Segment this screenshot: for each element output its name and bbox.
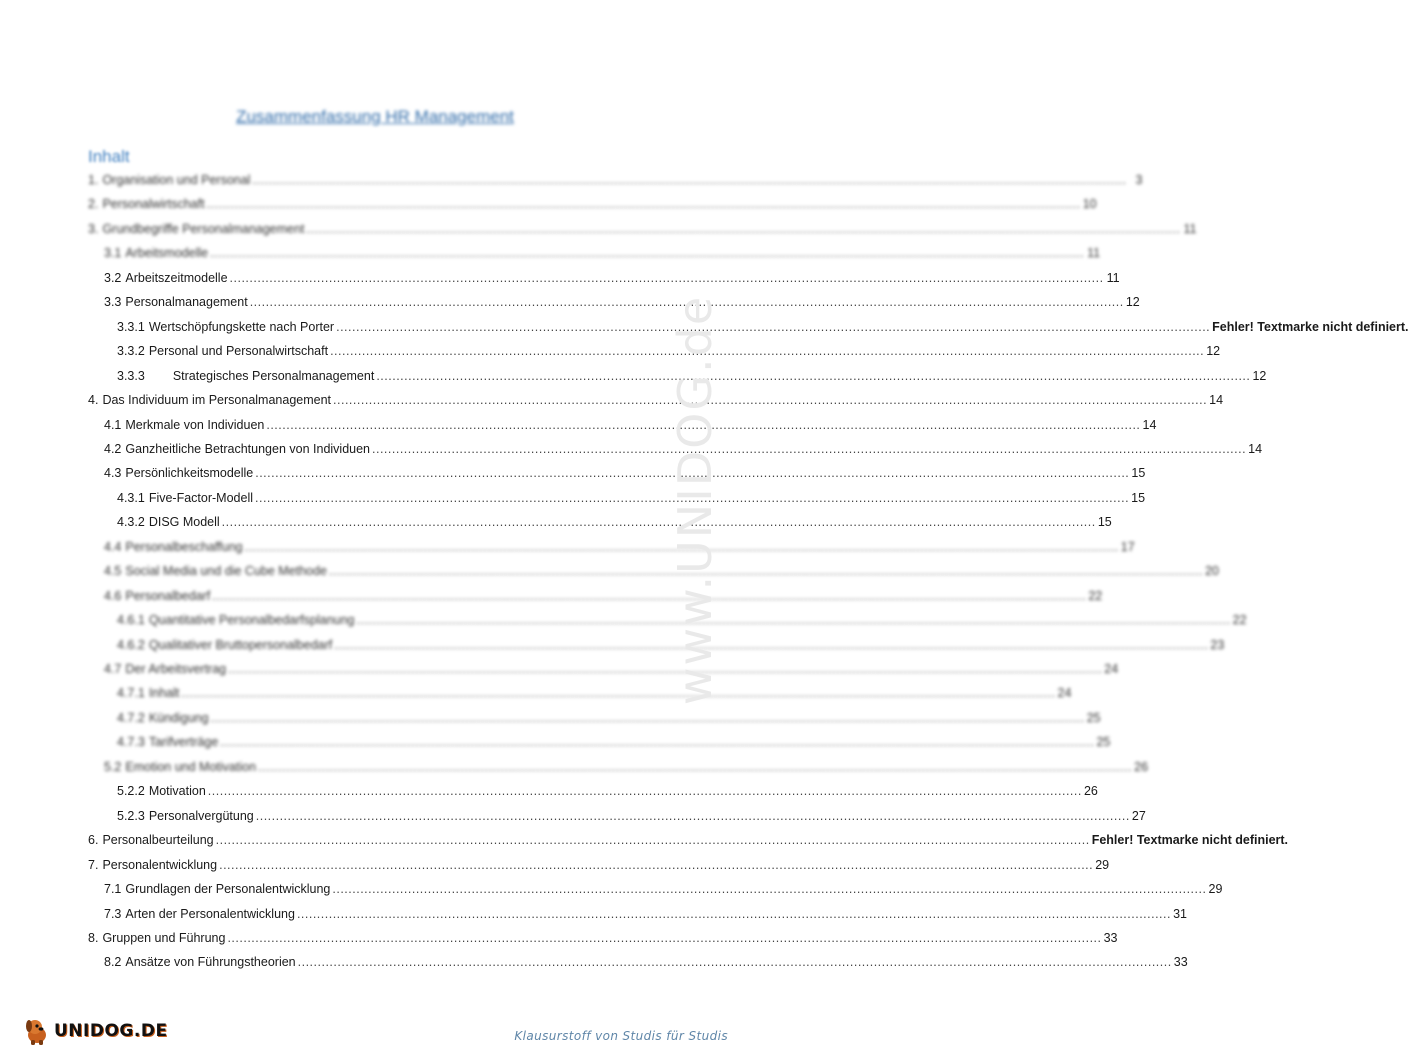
toc-entry[interactable]: [104, 243, 1101, 263]
toc-dot-leader: ............................................................................................................................................................................................................................: [219, 858, 1094, 872]
toc-page-number: 23: [1210, 638, 1225, 652]
toc-entry-label: Personalbeschaffung: [125, 540, 243, 554]
toc-dot-leader: ............................................................................................................................................................................................................................: [306, 222, 1181, 236]
toc-entry[interactable]: [117, 488, 1146, 508]
toc-entry-number: 3.2: [104, 271, 122, 285]
toc-page-number: 33: [1103, 931, 1118, 945]
toc-entry-number: 3.3.3: [117, 369, 145, 383]
toc-page-number: 25: [1096, 735, 1111, 749]
toc-entry[interactable]: [104, 292, 1140, 312]
toc-entry[interactable]: [88, 855, 1110, 875]
toc-entry-label: Motivation: [148, 784, 206, 798]
toc-entry-label: Strategisches Personalmanagement: [172, 369, 375, 383]
toc-dot-leader: ............................................................................................................................................................................................................................: [372, 442, 1247, 456]
toc-dot-leader: ............................................................................................................................................................................................................................: [210, 246, 1085, 260]
toc-page-number: 12: [1125, 295, 1140, 309]
toc-entry-number: 4.7.3: [117, 735, 145, 749]
toc-entry-number: 1.: [88, 173, 99, 187]
toc-dot-leader: ............................................................................................................................................................................................................................: [221, 515, 1096, 529]
toc-page-number: 15: [1097, 515, 1112, 529]
toc-page-number: 24: [1104, 662, 1119, 676]
logo-text: UNIDOG.DE: [54, 1021, 168, 1041]
toc-page-number: 22: [1232, 613, 1247, 627]
toc-dot-leader: ............................................................................................................................................................................................................................: [220, 735, 1095, 749]
toc-entry-number: 5.2.3: [117, 809, 145, 823]
toc-dot-leader: ............................................................................................................................................................................................................................: [258, 760, 1133, 774]
watermark: [670, 270, 720, 730]
toc-page-number: 29: [1208, 882, 1223, 896]
toc-entry[interactable]: [117, 708, 1101, 728]
toc-entry[interactable]: [104, 415, 1157, 435]
toc-entry-number: 6.: [88, 833, 99, 847]
toc-page-number: 26: [1083, 784, 1098, 798]
toc-dot-leader: ............................................................................................................................................................................................................................: [210, 711, 1085, 725]
toc-entry[interactable]: [117, 341, 1221, 361]
toc-entry-label: Grundbegriffe Personalmanagement: [102, 222, 305, 236]
toc-entry-label: Arten der Personalentwicklung: [125, 907, 295, 921]
toc-entry-label: Merkmale von Individuen: [125, 418, 265, 432]
toc-entry[interactable]: [117, 806, 1146, 826]
toc-entry-number: 2.: [88, 197, 99, 211]
toc-dot-leader: ............................................................................................................................................................................................................................: [328, 564, 1203, 578]
toc-entry-label: Personalvergütung: [148, 809, 254, 823]
toc-entry-label: Der Arbeitsvertrag: [125, 662, 227, 676]
toc-entry[interactable]: [104, 439, 1263, 459]
toc-entry-number: 4.6: [104, 589, 122, 603]
toc-dot-leader: ............................................................................................................................................................................................................................: [228, 662, 1103, 676]
toc-page-number: 15: [1131, 466, 1146, 480]
toc-entry[interactable]: [104, 879, 1223, 899]
toc-page-number: Fehler! Textmarke nicht definiert.: [1091, 833, 1289, 847]
toc-entry[interactable]: [104, 561, 1219, 581]
toc-heading: Inhalt: [88, 147, 130, 166]
toc-entry-label: Personalbeurteilung: [102, 833, 214, 847]
toc-page-number: 29: [1095, 858, 1110, 872]
toc-dot-leader: ............................................................................................................................................................................................................................: [336, 320, 1211, 334]
toc-entry[interactable]: [104, 952, 1188, 972]
toc-page-number: Fehler! Textmarke nicht definiert.: [1212, 320, 1409, 334]
toc-entry-label: Das Individuum im Personalmanagement: [102, 393, 332, 407]
toc-entry-number: 3.3: [104, 295, 122, 309]
toc-entry[interactable]: [117, 317, 1409, 337]
toc-entry-label: Personalbedarf: [125, 589, 211, 603]
toc-dot-leader: ............................................................................................................................................................................................................................: [330, 344, 1205, 358]
toc-dot-leader: ............................................................................................................................................................................................................................: [252, 173, 1127, 187]
toc-dot-leader: ............................................................................................................................................................................................................................: [255, 466, 1130, 480]
toc-entry-number: 4.1: [104, 418, 122, 432]
toc-entry[interactable]: [88, 928, 1118, 948]
toc-dot-leader: ............................................................................................................................................................................................................................: [244, 540, 1119, 554]
toc-entry-label: Personalentwicklung: [102, 858, 218, 872]
toc-entry[interactable]: [104, 537, 1135, 557]
toc-entry-label: Gruppen und Führung: [102, 931, 226, 945]
toc-page-number: 26: [1134, 760, 1149, 774]
toc-entry-number: 7.1: [104, 882, 122, 896]
toc-entry-label: Qualitativer Bruttopersonalbedarf: [148, 638, 333, 652]
toc-entry-number: 4.2: [104, 442, 122, 456]
toc-entry-label: Personalmanagement: [125, 295, 248, 309]
toc-entry-label: Ganzheitliche Betrachtungen von Individuen: [125, 442, 371, 456]
toc-entry-label: Five-Factor-Modell: [148, 491, 253, 505]
dog-mascot-icon: [22, 1016, 52, 1046]
toc-entry[interactable]: [88, 194, 1097, 214]
toc-page-number: 17: [1120, 540, 1135, 554]
toc-entry-number: 4.4: [104, 540, 122, 554]
toc-entry[interactable]: [117, 683, 1072, 703]
toc-page-number: 24: [1057, 686, 1072, 700]
toc-dot-leader: ............................................................................................................................................................................................................................: [215, 833, 1090, 847]
toc-entry[interactable]: [88, 170, 1143, 190]
toc-entry-label: Persönlichkeitsmodelle: [125, 466, 254, 480]
toc-dot-leader: ............................................................................................................................................................................................................................: [332, 882, 1207, 896]
toc-page-number: 12: [1206, 344, 1221, 358]
toc-dot-leader: ............................................................................................................................................................................................................................: [333, 393, 1208, 407]
toc-entry-number: 5.2.2: [117, 784, 145, 798]
toc-entry[interactable]: [88, 830, 1289, 850]
toc-entry-number: 4.7: [104, 662, 122, 676]
toc-entry[interactable]: [88, 219, 1197, 239]
toc-entry-label: Grundlagen der Personalentwicklung: [125, 882, 331, 896]
toc-dot-leader: ............................................................................................................................................................................................................................: [255, 809, 1130, 823]
toc-entry-number: 4.7.2: [117, 711, 145, 725]
unidog-logo: [22, 1013, 168, 1049]
toc-entry-label: Personalwirtschaft: [102, 197, 205, 211]
toc-dot-leader: ............................................................................................................................................................................................................................: [296, 907, 1171, 921]
footer-slogan: Klausurstoff von Studis für Studis: [514, 1029, 728, 1043]
toc-page-number: 11: [1087, 246, 1101, 260]
toc-dot-leader: ............................................................................................................................................................................................................................: [356, 613, 1231, 627]
toc-entry-label: Wertschöpfungskette nach Porter: [148, 320, 335, 334]
toc-entry-number: 4.3.1: [117, 491, 145, 505]
toc-entry-number: 4.5: [104, 564, 122, 578]
toc-dot-leader: ............................................................................................................................................................................................................................: [227, 931, 1102, 945]
toc-entry[interactable]: [117, 635, 1225, 655]
toc-page-number: 10: [1082, 197, 1097, 211]
toc-entry[interactable]: [117, 610, 1247, 630]
toc-entry-label: Arbeitszeitmodelle: [125, 271, 228, 285]
toc-entry-label: Arbeitsmodelle: [125, 246, 209, 260]
toc-entry-number: 4.3: [104, 466, 122, 480]
toc-entry[interactable]: [117, 366, 1267, 386]
toc-entry[interactable]: [104, 586, 1103, 606]
toc-entry-label: Organisation und Personal: [102, 173, 251, 187]
toc-entry-label: Inhalt: [148, 686, 180, 700]
document-title: Zusammenfassung HR Management: [236, 107, 514, 126]
toc-entry-number: 4.3.2: [117, 515, 145, 529]
toc-entry-number: 8.: [88, 931, 99, 945]
toc-dot-leader: ............................................................................................................................................................................................................................: [266, 418, 1141, 432]
toc-entry[interactable]: [117, 512, 1112, 532]
toc-entry[interactable]: [117, 781, 1098, 801]
toc-dot-leader: ............................................................................................................................................................................................................................: [297, 955, 1172, 969]
toc-dot-leader: ............................................................................................................................................................................................................................: [255, 491, 1130, 505]
toc-entry-number: 8.2: [104, 955, 122, 969]
toc-page-number: 33: [1173, 955, 1188, 969]
toc-page-number: 25: [1086, 711, 1101, 725]
toc-entry[interactable]: [104, 463, 1146, 483]
toc-entry-number: 3.1: [104, 246, 122, 260]
toc-dot-leader: ............................................................................................................................................................................................................................: [334, 638, 1209, 652]
toc-entry-label: DISG Modell: [148, 515, 220, 529]
toc-entry-number: 7.: [88, 858, 99, 872]
toc-page-number: 12: [1252, 369, 1267, 383]
toc-entry-number: 4.: [88, 393, 99, 407]
toc-page-number: 27: [1131, 809, 1146, 823]
toc-entry-number: 3.3.1: [117, 320, 145, 334]
toc-entry-label: Ansätze von Führungstheorien: [125, 955, 296, 969]
toc-dot-leader: ............................................................................................................................................................................................................................: [376, 369, 1251, 383]
toc-page-number: 14: [1209, 393, 1224, 407]
toc-page-number: 11: [1183, 222, 1197, 236]
toc-entry-number: 3.: [88, 222, 99, 236]
toc-page-number: 15: [1131, 491, 1146, 505]
toc-entry-label: Emotion und Motivation: [125, 760, 257, 774]
toc-dot-leader: ............................................................................................................................................................................................................................: [249, 295, 1124, 309]
toc-entry-label: Personal und Personalwirtschaft: [148, 344, 329, 358]
toc-entry-label: Quantitative Personalbedarfsplanung: [148, 613, 355, 627]
toc-entry[interactable]: [117, 732, 1111, 752]
toc-entry[interactable]: [104, 757, 1149, 777]
toc-entry-number: 4.6.2: [117, 638, 145, 652]
toc-page-number: 31: [1173, 907, 1187, 921]
toc-page-number: 14: [1248, 442, 1263, 456]
toc-entry-number: 4.6.1: [117, 613, 145, 627]
toc-page-number: 3: [1135, 173, 1143, 187]
toc-dot-leader: ............................................................................................................................................................................................................................: [212, 589, 1087, 603]
toc-entry-number: 5.2: [104, 760, 122, 774]
toc-dot-leader: ............................................................................................................................................................................................................................: [206, 197, 1081, 211]
toc-entry[interactable]: [104, 268, 1120, 288]
toc-page-number: 22: [1088, 589, 1103, 603]
toc-dot-leader: ............................................................................................................................................................................................................................: [229, 271, 1104, 285]
toc-entry-number: 4.7.1: [117, 686, 145, 700]
toc-entry[interactable]: [88, 390, 1224, 410]
toc-entry-label: Social Media und die Cube Methode: [125, 564, 327, 578]
watermark-text: www.UNIDOG.de: [668, 294, 722, 706]
toc-dot-leader: ............................................................................................................................................................................................................................: [207, 784, 1082, 798]
toc-dot-leader: ............................................................................................................................................................................................................................: [181, 686, 1056, 700]
toc-entry-label: Tarifverträge: [148, 735, 219, 749]
toc-entry-number: 3.3.2: [117, 344, 145, 358]
toc-page-number: 14: [1142, 418, 1157, 432]
toc-entry-label: Kündigung: [148, 711, 209, 725]
toc-entry[interactable]: [104, 904, 1187, 924]
toc-page-number: 11: [1106, 271, 1120, 285]
toc-page-number: 20: [1205, 564, 1219, 578]
toc-entry-number: 7.3: [104, 907, 122, 921]
toc-entry[interactable]: [104, 659, 1119, 679]
